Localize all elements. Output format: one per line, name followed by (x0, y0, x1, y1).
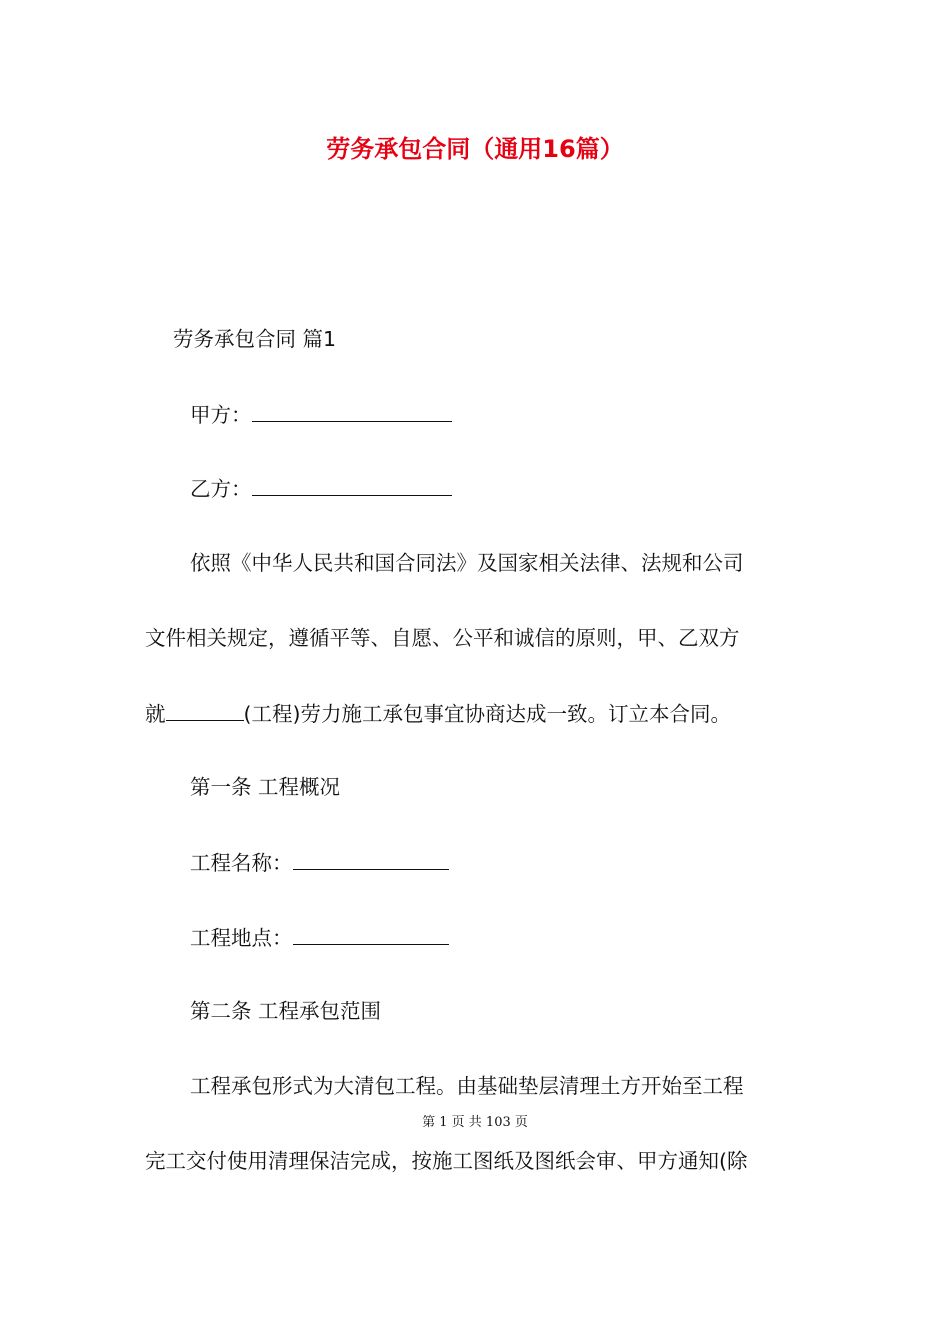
project-name-label: 工程名称： (190, 851, 293, 875)
party-a-label: 甲方： (190, 403, 252, 427)
paragraph-2-line-2: 完工交付使用清理保洁完成，按施工图纸及图纸会审、甲方通知(除 (145, 1149, 748, 1173)
page-indicator: 第 1 页 共 103 页 (422, 1115, 528, 1130)
party-b-blank (252, 473, 452, 496)
paragraph-1-line-3-prefix: 就 (145, 702, 166, 726)
project-name-blank (293, 847, 449, 870)
paragraph-1-line-3-suffix: (工程)劳力施工承包事宜协商达成一致。订立本合同。 (243, 702, 731, 726)
section-heading: 劳务承包合同 篇1 (173, 327, 337, 351)
document-title: 劳务承包合同（通用16篇） (326, 135, 624, 163)
party-a-line (190, 399, 452, 430)
party-b-label: 乙方： (190, 477, 252, 501)
paragraph-1-line-1: 依照《中华人民共和国合同法》及国家相关法律、法规和公司 (190, 551, 744, 575)
paragraph-1-line-3 (145, 698, 731, 729)
project-location-label: 工程地点： (190, 926, 293, 950)
article-1-heading: 第一条 工程概况 (190, 775, 341, 799)
project-location-line (190, 922, 449, 953)
paragraph-2-line-1: 工程承包形式为大清包工程。由基础垫层清理土方开始至工程 (190, 1074, 744, 1098)
project-location-blank (293, 922, 449, 945)
party-a-blank (252, 399, 452, 422)
project-name-line (190, 847, 449, 878)
party-b-line (190, 473, 452, 504)
paragraph-1-line-2: 文件相关规定，遵循平等、自愿、公平和诚信的原则，甲、乙双方 (145, 626, 740, 650)
article-2-heading: 第二条 工程承包范围 (190, 999, 382, 1023)
project-blank (166, 698, 244, 721)
